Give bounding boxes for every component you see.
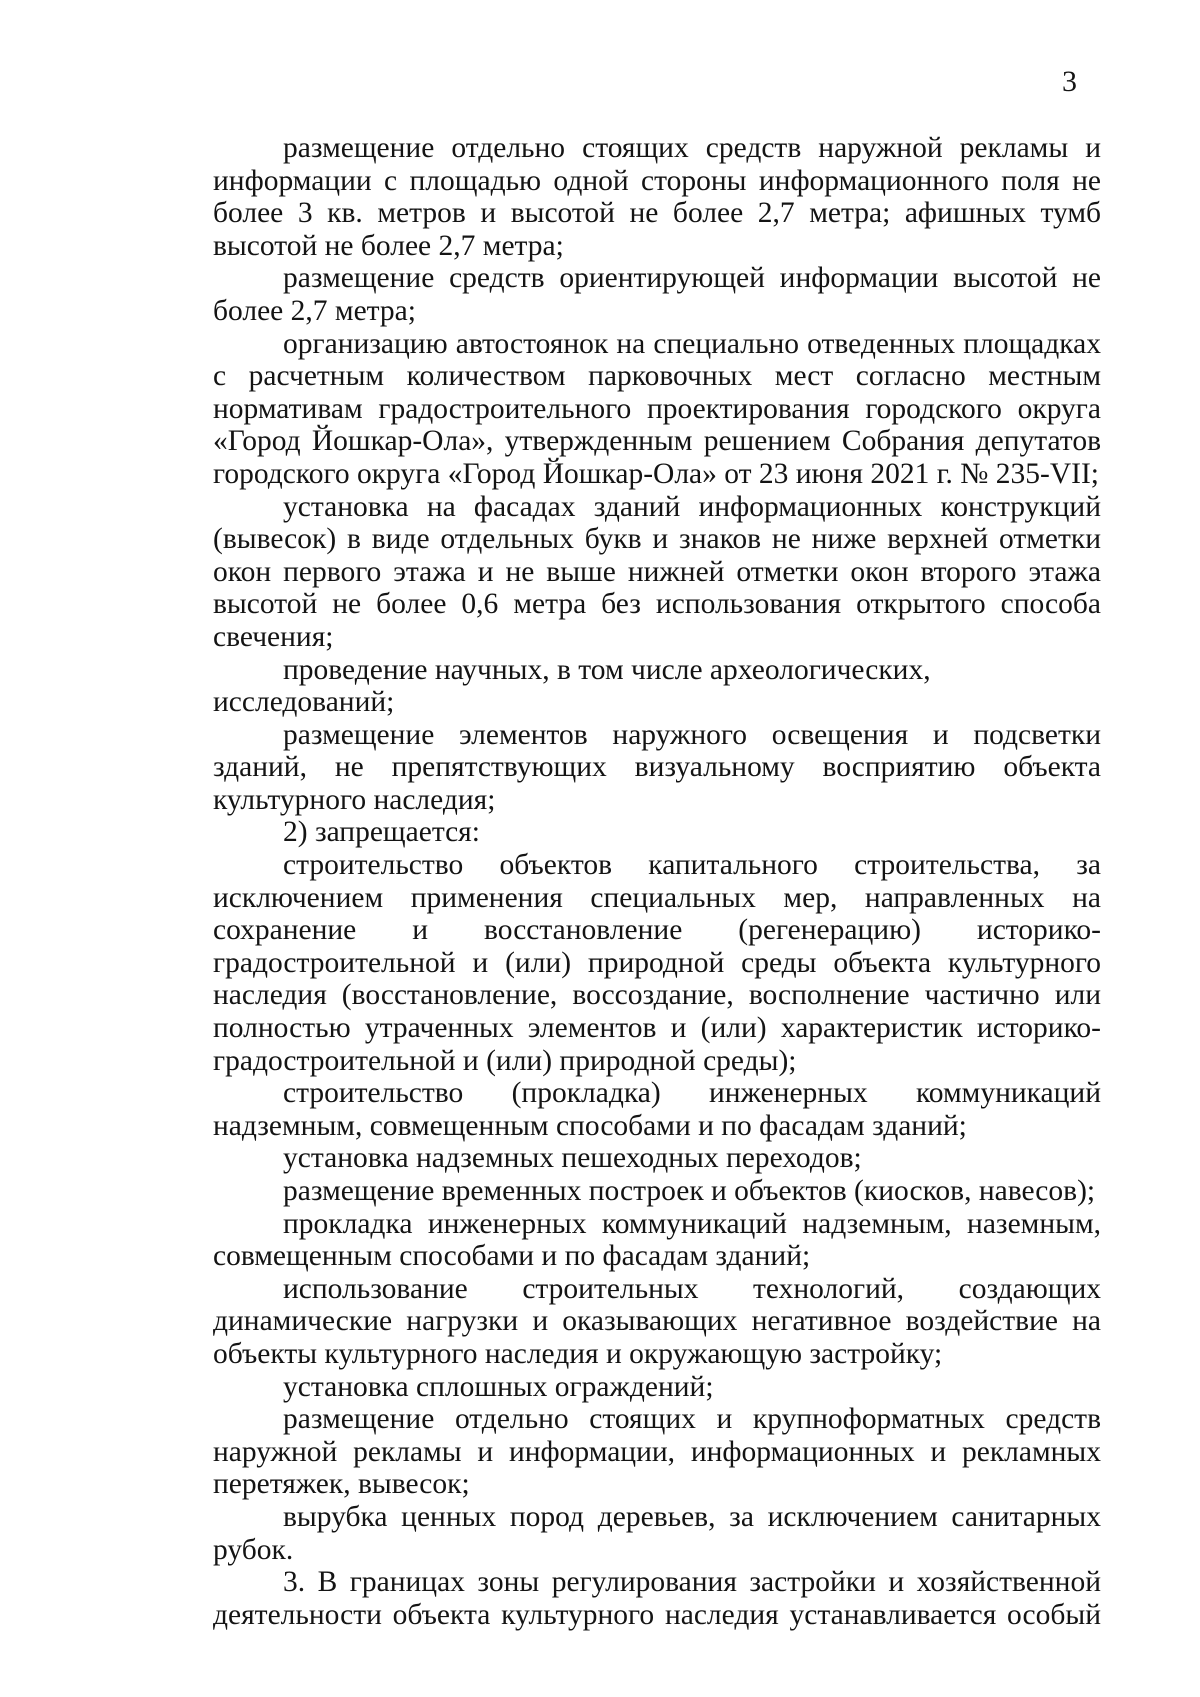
paragraph-engineering-communications: строительство (прокладка) инженерных коммуникаций надземным, совмещенным способами и по фасадам зданий;	[213, 1077, 1101, 1142]
paragraph-outdoor-advertising-allowed: размещение отдельно стоящих средств наружной рекламы и информации с площадью одной стороны информационного поля не более 3 кв. метров и высотой не более 2,7 метра; афишных тумб высотой не более 2,7 метра;	[213, 132, 1101, 262]
paragraph-prohibited-heading: 2) запрещается:	[283, 816, 480, 849]
paragraph-orienting-information: размещение средств ориентирующей информации высотой не более 2,7 метра;	[213, 262, 1101, 327]
paragraph-parking-lots: организацию автостоянок на специально отведенных площадках с расчетным количеством парковочных мест согласно местным нормативам градостроительного проектирования городского округа «Город Йошкар-Ола», утвержденным решением Собрания депутатов городского округа «Город Йошкар-Ола» от 23 июня 2021 г. № 235-VII;	[213, 327, 1101, 490]
paragraph-capital-construction: строительство объектов капитального строительства, за исключением применения специальных мер, направленных на сохранение и восстановление (регенерацию) историко-градостроительной и (или) природной среды объекта культурного наследия (восстановление, воссоздание, восполнение частично или полностью утраченных элементов и (или) характеристик историко-градостроительной и (или) природной среды);	[213, 849, 1101, 1077]
paragraph-temporary-buildings: размещение временных построек и объектов (киосков, навесов);	[283, 1175, 1096, 1207]
paragraph-pedestrian-crossings: установка надземных пешеходных переходов;	[283, 1142, 862, 1175]
document-body	[213, 132, 1101, 1631]
paragraph-construction-technologies: использование строительных технологий, создающих динамические нагрузки и оказывающих негативное воздействие на объекты культурного наследия и окружающую застройку;	[213, 1272, 1101, 1370]
paragraph-regulation-zone: 3. В границах зоны регулирования застройки и хозяйственной деятельности объекта культурного наследия устанавливается особый	[213, 1566, 1101, 1631]
paragraph-solid-fences: установка сплошных ограждений;	[283, 1370, 714, 1403]
paragraph-advertising-prohibited: размещение отдельно стоящих и крупноформатных средств наружной рекламы и информации, информационных и рекламных перетяжек, вывесок;	[213, 1403, 1101, 1501]
paragraph-tree-felling: вырубка ценных пород деревьев, за исключением санитарных рубок.	[213, 1500, 1101, 1566]
paragraph-outdoor-lighting: размещение элементов наружного освещения и подсветки зданий, не препятствующих визуальному восприятию объекта культурного наследия;	[213, 718, 1101, 816]
page-number: 3	[1062, 65, 1077, 98]
paragraph-facade-signs: установка на фасадах зданий информационных конструкций (вывесок) в виде отдельных букв и знаков не ниже верхней отметки окон первого этажа и не выше нижней отметки окон второго этажа высотой не более 0,6 метра без использования открытого способа свечения;	[213, 490, 1101, 653]
paragraph-scientific-research: проведение научных, в том числе археологических, исследований;	[213, 653, 931, 719]
paragraph-communications-laying: прокладка инженерных коммуникаций надземным, наземным, совмещенным способами и по фасадам зданий;	[213, 1207, 1101, 1273]
